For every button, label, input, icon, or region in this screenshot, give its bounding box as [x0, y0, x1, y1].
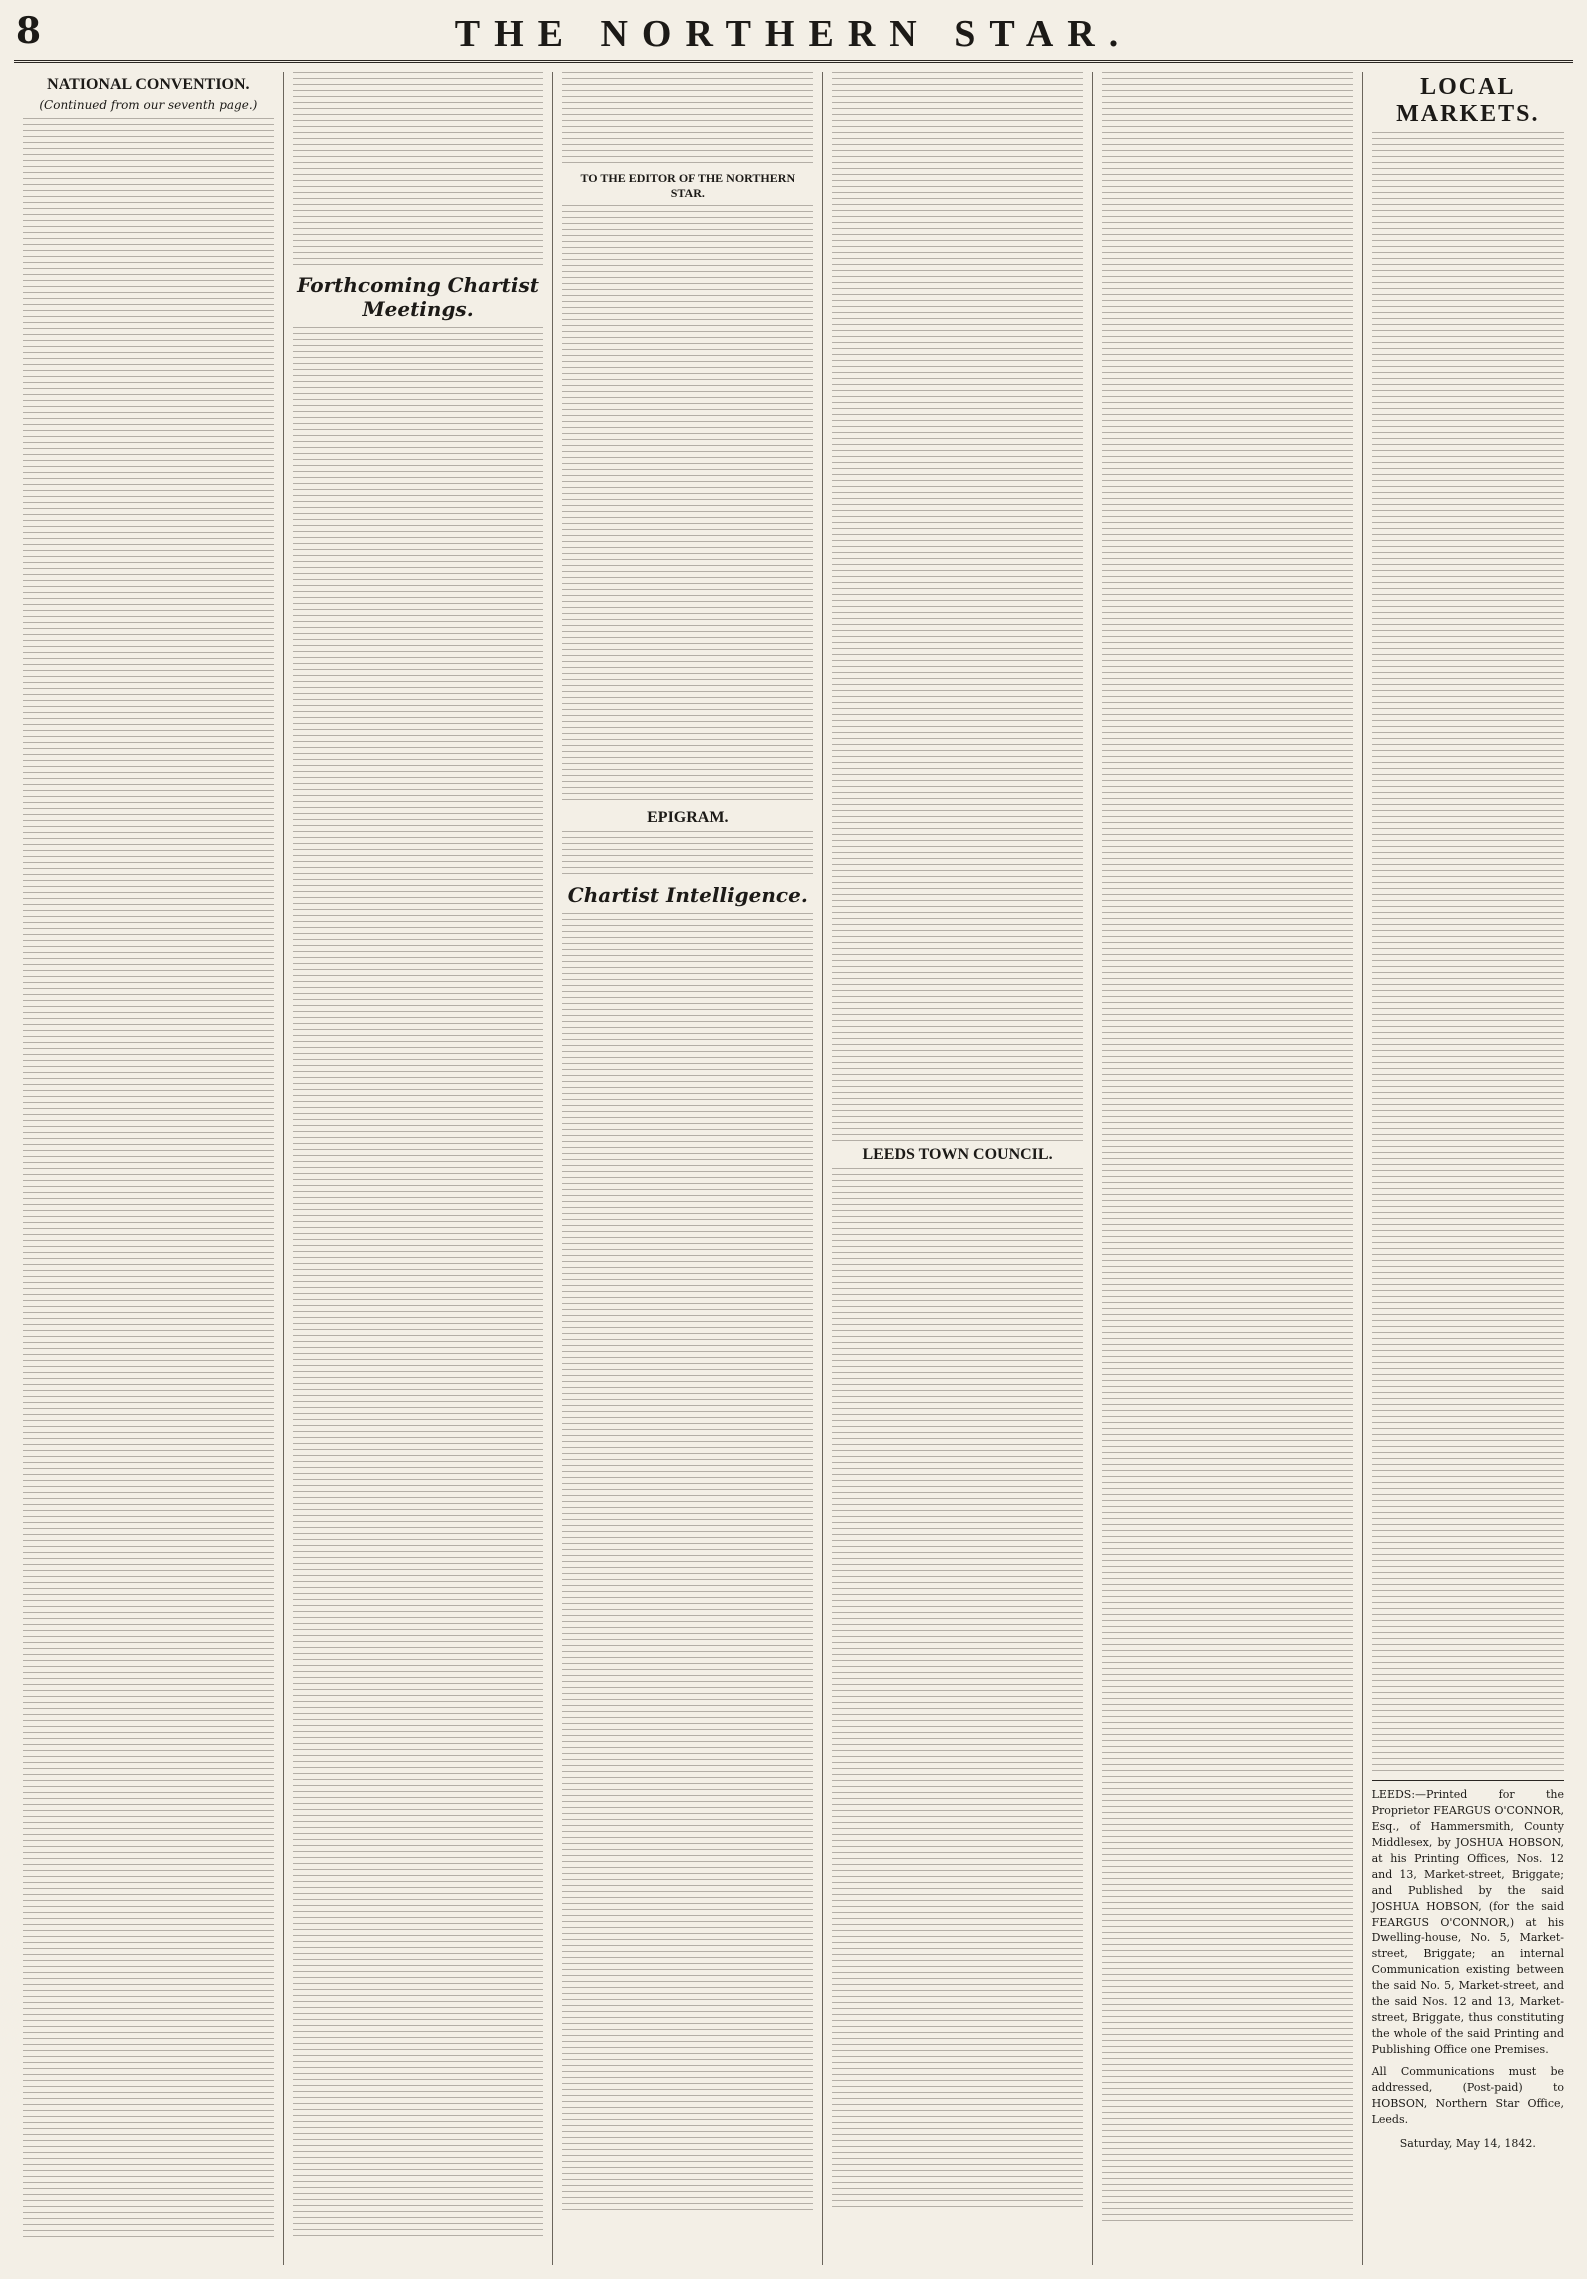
section-heading-chartist-intelligence: Chartist Intelligence. [567, 883, 808, 907]
section-heading-epigram: EPIGRAM. [647, 809, 729, 826]
column-6 [1363, 72, 1573, 2265]
column-3-body-lines-top [562, 72, 813, 167]
column-6-body-lines [1372, 132, 1564, 1772]
column-3 [553, 72, 823, 2265]
column-3-body-lines-bottom [562, 913, 813, 2213]
section-heading-national-convention: NATIONAL CONVENTION. [47, 76, 250, 93]
column-3-text-area-epigram [562, 831, 813, 877]
imprint-notice: All Communications must be addressed, (Post-paid) to HOBSON, Northern Star Office, Leeds. [1371, 2064, 1564, 2126]
column-1-text-area [23, 118, 274, 2238]
column-5 [1093, 72, 1363, 2265]
column-6-text-area [1372, 132, 1564, 1772]
imprint-footer [1372, 1780, 1564, 2152]
column-2-body-lines-top [293, 72, 544, 267]
section-heading-leeds-town-council: LEEDS TOWN COUNCIL. [862, 1146, 1053, 1163]
section-subheading-continued: (Continued from our seventh page.) [39, 98, 258, 112]
column-3-text-area-bottom [562, 913, 813, 2213]
column-4-text-area-top [832, 72, 1083, 1142]
columns [14, 72, 1573, 2265]
column-4-text-area-bottom [832, 1168, 1083, 2208]
column-2-text-area-bottom [293, 327, 544, 2237]
page-number: 8 [16, 10, 42, 52]
section-heading-forthcoming-meetings: Forthcoming Chartist Meetings. [297, 273, 539, 321]
column-4-body-lines-bottom [832, 1168, 1083, 2208]
column-1 [14, 72, 284, 2265]
column-3-text-area-letter [562, 205, 813, 805]
newspaper-title: THE NORTHERN STAR. [454, 13, 1133, 55]
column-2-text-area-top [293, 72, 544, 267]
column-4 [823, 72, 1093, 2265]
column-3-body-lines-letter [562, 205, 813, 805]
column-2-body-lines-bottom [293, 327, 544, 2237]
section-heading-to-the-editor: TO THE EDITOR OF THE NORTHERN STAR. [580, 171, 796, 200]
column-4-body-lines-top [832, 72, 1083, 1142]
imprint-text: LEEDS:—Printed for the Proprietor FEARGUS O'CONNOR, Esq., of Hammersmith, County Middlesex, by JOSHUA HOBSON, at his Printing Offices, Nos. 12 and 13, Market-street, Briggate; and Published by the said JOSHUA HOBSON, (for the said FEARGUS O'CONNOR,) at his Dwelling-house, No. 5, Market-street, Briggate; an internal Communication existing between the said No. 5, Market-street, and the said Nos. 12 and 13, Market-street, Briggate, thus constituting the whole of the said Printing and Publishing Office one Premises. [1371, 1788, 1564, 2056]
column-3-body-lines-epigram [562, 831, 813, 877]
column-5-body-lines [1102, 72, 1353, 2222]
column-5-text-area [1102, 72, 1353, 2222]
column-1-body-lines [23, 118, 274, 2238]
column-3-text-area-top [562, 72, 813, 167]
issue-date: Saturday, May 14, 1842. [1399, 2136, 1536, 2150]
section-heading-local-markets: LOCAL MARKETS. [1396, 74, 1540, 127]
masthead [14, 8, 1573, 63]
column-2 [284, 72, 554, 2265]
